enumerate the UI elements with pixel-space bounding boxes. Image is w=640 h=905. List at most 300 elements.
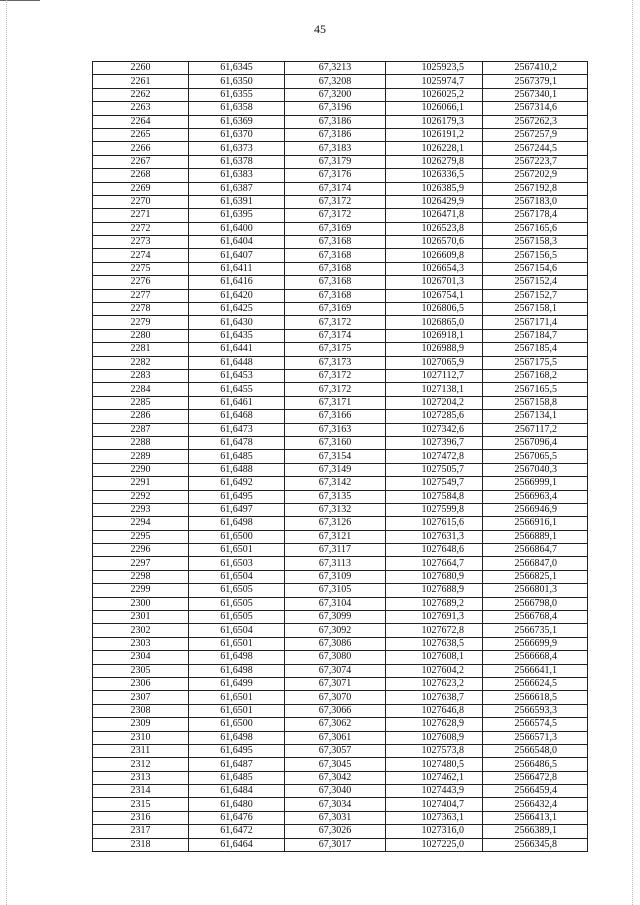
table-row <box>93 785 588 798</box>
latitude-cell: 61,6404 <box>189 236 285 249</box>
table-row <box>93 423 588 436</box>
point-number-cell: 2271 <box>93 209 189 222</box>
longitude-cell: 67,3074 <box>285 664 386 677</box>
longitude-cell: 67,3042 <box>285 771 386 784</box>
point-number-cell: 2270 <box>93 195 189 208</box>
longitude-cell: 67,3149 <box>285 463 386 476</box>
point-number-cell: 2301 <box>93 611 189 624</box>
y-coordinate-cell: 2566847,0 <box>483 557 588 570</box>
x-coordinate-cell: 1027225,0 <box>386 838 483 851</box>
table-row <box>93 664 588 677</box>
x-coordinate-cell: 1027691,3 <box>386 611 483 624</box>
table-row <box>93 651 588 664</box>
longitude-cell: 67,3166 <box>285 410 386 423</box>
y-coordinate-cell: 2566571,3 <box>483 731 588 744</box>
table-row <box>93 436 588 449</box>
table-row <box>93 450 588 463</box>
longitude-cell: 67,3208 <box>285 75 386 88</box>
x-coordinate-cell: 1026385,9 <box>386 182 483 195</box>
longitude-cell: 67,3179 <box>285 155 386 168</box>
latitude-cell: 61,6411 <box>189 262 285 275</box>
y-coordinate-cell: 2567096,4 <box>483 436 588 449</box>
longitude-cell: 67,3172 <box>285 195 386 208</box>
y-coordinate-cell: 2567152,4 <box>483 276 588 289</box>
y-coordinate-cell: 2567154,6 <box>483 262 588 275</box>
y-coordinate-cell: 2567156,5 <box>483 249 588 262</box>
table-row <box>93 544 588 557</box>
x-coordinate-cell: 1027664,7 <box>386 557 483 570</box>
longitude-cell: 67,3121 <box>285 530 386 543</box>
table-row <box>93 718 588 731</box>
latitude-cell: 61,6480 <box>189 798 285 811</box>
longitude-cell: 67,3196 <box>285 102 386 115</box>
y-coordinate-cell: 2566825,1 <box>483 570 588 583</box>
point-number-cell: 2279 <box>93 316 189 329</box>
point-number-cell: 2317 <box>93 825 189 838</box>
latitude-cell: 61,6495 <box>189 490 285 503</box>
table-row <box>93 557 588 570</box>
longitude-cell: 67,3135 <box>285 490 386 503</box>
x-coordinate-cell: 1027472,8 <box>386 450 483 463</box>
y-coordinate-cell: 2567183,0 <box>483 195 588 208</box>
latitude-cell: 61,6420 <box>189 289 285 302</box>
x-coordinate-cell: 1027608,9 <box>386 731 483 744</box>
latitude-cell: 61,6464 <box>189 838 285 851</box>
latitude-cell: 61,6425 <box>189 303 285 316</box>
longitude-cell: 67,3168 <box>285 276 386 289</box>
x-coordinate-cell: 1026429,9 <box>386 195 483 208</box>
longitude-cell: 67,3026 <box>285 825 386 838</box>
x-coordinate-cell: 1027584,8 <box>386 490 483 503</box>
longitude-cell: 67,3186 <box>285 128 386 141</box>
latitude-cell: 61,6501 <box>189 704 285 717</box>
table-row <box>93 128 588 141</box>
table-row <box>93 677 588 690</box>
longitude-cell: 67,3040 <box>285 785 386 798</box>
latitude-cell: 61,6416 <box>189 276 285 289</box>
longitude-cell: 67,3168 <box>285 262 386 275</box>
x-coordinate-cell: 1026754,1 <box>386 289 483 302</box>
x-coordinate-cell: 1027688,9 <box>386 584 483 597</box>
latitude-cell: 61,6498 <box>189 517 285 530</box>
latitude-cell: 61,6501 <box>189 544 285 557</box>
table-row <box>93 758 588 771</box>
x-coordinate-cell: 1027404,7 <box>386 798 483 811</box>
point-number-cell: 2284 <box>93 383 189 396</box>
x-coordinate-cell: 1027604,2 <box>386 664 483 677</box>
latitude-cell: 61,6485 <box>189 450 285 463</box>
point-number-cell: 2264 <box>93 115 189 128</box>
x-coordinate-cell: 1027631,3 <box>386 530 483 543</box>
longitude-cell: 67,3175 <box>285 343 386 356</box>
point-number-cell: 2274 <box>93 249 189 262</box>
coordinates-table <box>92 61 588 852</box>
latitude-cell: 61,6391 <box>189 195 285 208</box>
x-coordinate-cell: 1027628,9 <box>386 718 483 731</box>
latitude-cell: 61,6504 <box>189 624 285 637</box>
point-number-cell: 2302 <box>93 624 189 637</box>
latitude-cell: 61,6441 <box>189 343 285 356</box>
latitude-cell: 61,6355 <box>189 88 285 101</box>
point-number-cell: 2285 <box>93 396 189 409</box>
y-coordinate-cell: 2566618,5 <box>483 691 588 704</box>
point-number-cell: 2263 <box>93 102 189 115</box>
y-coordinate-cell: 2567165,6 <box>483 222 588 235</box>
longitude-cell: 67,3086 <box>285 637 386 650</box>
x-coordinate-cell: 1027285,6 <box>386 410 483 423</box>
y-coordinate-cell: 2567244,5 <box>483 142 588 155</box>
point-number-cell: 2281 <box>93 343 189 356</box>
y-coordinate-cell: 2567262,3 <box>483 115 588 128</box>
x-coordinate-cell: 1027608,1 <box>386 651 483 664</box>
point-number-cell: 2310 <box>93 731 189 744</box>
latitude-cell: 61,6501 <box>189 691 285 704</box>
x-coordinate-cell: 1026609,8 <box>386 249 483 262</box>
y-coordinate-cell: 2567158,8 <box>483 396 588 409</box>
longitude-cell: 67,3186 <box>285 115 386 128</box>
y-coordinate-cell: 2566574,5 <box>483 718 588 731</box>
point-number-cell: 2275 <box>93 262 189 275</box>
longitude-cell: 67,3126 <box>285 517 386 530</box>
point-number-cell: 2282 <box>93 356 189 369</box>
scan-margin-line-right <box>632 0 634 905</box>
y-coordinate-cell: 2567134,1 <box>483 410 588 423</box>
longitude-cell: 67,3213 <box>285 62 386 75</box>
longitude-cell: 67,3172 <box>285 316 386 329</box>
latitude-cell: 61,6345 <box>189 62 285 75</box>
latitude-cell: 61,6387 <box>189 182 285 195</box>
table-row <box>93 731 588 744</box>
point-number-cell: 2315 <box>93 798 189 811</box>
longitude-cell: 67,3080 <box>285 651 386 664</box>
point-number-cell: 2269 <box>93 182 189 195</box>
x-coordinate-cell: 1027648,6 <box>386 544 483 557</box>
longitude-cell: 67,3169 <box>285 303 386 316</box>
scan-margin-line-left <box>6 0 8 905</box>
x-coordinate-cell: 1027623,2 <box>386 677 483 690</box>
latitude-cell: 61,6430 <box>189 316 285 329</box>
x-coordinate-cell: 1026701,3 <box>386 276 483 289</box>
point-number-cell: 2309 <box>93 718 189 731</box>
point-number-cell: 2286 <box>93 410 189 423</box>
x-coordinate-cell: 1027599,8 <box>386 503 483 516</box>
latitude-cell: 61,6383 <box>189 169 285 182</box>
point-number-cell: 2298 <box>93 570 189 583</box>
longitude-cell: 67,3071 <box>285 677 386 690</box>
table-row <box>93 530 588 543</box>
coordinates-table-body <box>93 62 588 852</box>
table-row <box>93 744 588 757</box>
point-number-cell: 2316 <box>93 811 189 824</box>
point-number-cell: 2277 <box>93 289 189 302</box>
x-coordinate-cell: 1026988,9 <box>386 343 483 356</box>
point-number-cell: 2303 <box>93 637 189 650</box>
x-coordinate-cell: 1026570,6 <box>386 236 483 249</box>
point-number-cell: 2268 <box>93 169 189 182</box>
point-number-cell: 2266 <box>93 142 189 155</box>
x-coordinate-cell: 1027638,7 <box>386 691 483 704</box>
latitude-cell: 61,6468 <box>189 410 285 423</box>
table-row <box>93 611 588 624</box>
x-coordinate-cell: 1026191,2 <box>386 128 483 141</box>
y-coordinate-cell: 2566699,9 <box>483 637 588 650</box>
y-coordinate-cell: 2566889,1 <box>483 530 588 543</box>
longitude-cell: 67,3176 <box>285 169 386 182</box>
latitude-cell: 61,6369 <box>189 115 285 128</box>
point-number-cell: 2295 <box>93 530 189 543</box>
table-row <box>93 88 588 101</box>
point-number-cell: 2276 <box>93 276 189 289</box>
table-row <box>93 289 588 302</box>
point-number-cell: 2273 <box>93 236 189 249</box>
table-row <box>93 182 588 195</box>
y-coordinate-cell: 2566548,0 <box>483 744 588 757</box>
x-coordinate-cell: 1027680,9 <box>386 570 483 583</box>
table-row <box>93 463 588 476</box>
y-coordinate-cell: 2567314,6 <box>483 102 588 115</box>
y-coordinate-cell: 2566946,9 <box>483 503 588 516</box>
point-number-cell: 2294 <box>93 517 189 530</box>
table-row <box>93 517 588 530</box>
y-coordinate-cell: 2566768,4 <box>483 611 588 624</box>
y-coordinate-cell: 2567379,1 <box>483 75 588 88</box>
x-coordinate-cell: 1026654,3 <box>386 262 483 275</box>
point-number-cell: 2297 <box>93 557 189 570</box>
table-row <box>93 570 588 583</box>
latitude-cell: 61,6488 <box>189 463 285 476</box>
longitude-cell: 67,3105 <box>285 584 386 597</box>
longitude-cell: 67,3061 <box>285 731 386 744</box>
y-coordinate-cell: 2566641,1 <box>483 664 588 677</box>
point-number-cell: 2312 <box>93 758 189 771</box>
table-row <box>93 704 588 717</box>
table-row <box>93 102 588 115</box>
y-coordinate-cell: 2566624,5 <box>483 677 588 690</box>
latitude-cell: 61,6499 <box>189 677 285 690</box>
longitude-cell: 67,3154 <box>285 450 386 463</box>
table-row <box>93 477 588 490</box>
table-row <box>93 597 588 610</box>
longitude-cell: 67,3113 <box>285 557 386 570</box>
x-coordinate-cell: 1027549,7 <box>386 477 483 490</box>
table-row <box>93 798 588 811</box>
x-coordinate-cell: 1027342,6 <box>386 423 483 436</box>
x-coordinate-cell: 1027443,9 <box>386 785 483 798</box>
point-number-cell: 2307 <box>93 691 189 704</box>
x-coordinate-cell: 1027363,1 <box>386 811 483 824</box>
x-coordinate-cell: 1027615,6 <box>386 517 483 530</box>
y-coordinate-cell: 2566735,1 <box>483 624 588 637</box>
longitude-cell: 67,3066 <box>285 704 386 717</box>
y-coordinate-cell: 2566963,4 <box>483 490 588 503</box>
table-row <box>93 236 588 249</box>
longitude-cell: 67,3062 <box>285 718 386 731</box>
x-coordinate-cell: 1026865,0 <box>386 316 483 329</box>
x-coordinate-cell: 1027462,1 <box>386 771 483 784</box>
latitude-cell: 61,6476 <box>189 811 285 824</box>
y-coordinate-cell: 2566486,5 <box>483 758 588 771</box>
point-number-cell: 2314 <box>93 785 189 798</box>
longitude-cell: 67,3169 <box>285 222 386 235</box>
longitude-cell: 67,3174 <box>285 329 386 342</box>
longitude-cell: 67,3172 <box>285 209 386 222</box>
point-number-cell: 2278 <box>93 303 189 316</box>
longitude-cell: 67,3017 <box>285 838 386 851</box>
y-coordinate-cell: 2567168,2 <box>483 369 588 382</box>
table-row <box>93 490 588 503</box>
point-number-cell: 2311 <box>93 744 189 757</box>
x-coordinate-cell: 1027065,9 <box>386 356 483 369</box>
table-row <box>93 222 588 235</box>
latitude-cell: 61,6350 <box>189 75 285 88</box>
table-row <box>93 195 588 208</box>
table-row <box>93 811 588 824</box>
table-row <box>93 410 588 423</box>
y-coordinate-cell: 2567152,7 <box>483 289 588 302</box>
latitude-cell: 61,6370 <box>189 128 285 141</box>
table-row <box>93 369 588 382</box>
point-number-cell: 2308 <box>93 704 189 717</box>
y-coordinate-cell: 2567202,9 <box>483 169 588 182</box>
table-row <box>93 584 588 597</box>
table-row <box>93 825 588 838</box>
x-coordinate-cell: 1026066,1 <box>386 102 483 115</box>
longitude-cell: 67,3109 <box>285 570 386 583</box>
longitude-cell: 67,3163 <box>285 423 386 436</box>
table-row <box>93 624 588 637</box>
latitude-cell: 61,6373 <box>189 142 285 155</box>
longitude-cell: 67,3174 <box>285 182 386 195</box>
table-row <box>93 356 588 369</box>
latitude-cell: 61,6448 <box>189 356 285 369</box>
point-number-cell: 2260 <box>93 62 189 75</box>
y-coordinate-cell: 2566999,1 <box>483 477 588 490</box>
point-number-cell: 2293 <box>93 503 189 516</box>
point-number-cell: 2288 <box>93 436 189 449</box>
latitude-cell: 61,6395 <box>189 209 285 222</box>
table-row <box>93 115 588 128</box>
x-coordinate-cell: 1027646,8 <box>386 704 483 717</box>
x-coordinate-cell: 1027204,2 <box>386 396 483 409</box>
latitude-cell: 61,6485 <box>189 771 285 784</box>
point-number-cell: 2292 <box>93 490 189 503</box>
latitude-cell: 61,6498 <box>189 731 285 744</box>
longitude-cell: 67,3171 <box>285 396 386 409</box>
x-coordinate-cell: 1027112,7 <box>386 369 483 382</box>
latitude-cell: 61,6378 <box>189 155 285 168</box>
x-coordinate-cell: 1027138,1 <box>386 383 483 396</box>
y-coordinate-cell: 2567065,5 <box>483 450 588 463</box>
point-number-cell: 2291 <box>93 477 189 490</box>
point-number-cell: 2265 <box>93 128 189 141</box>
latitude-cell: 61,6407 <box>189 249 285 262</box>
point-number-cell: 2262 <box>93 88 189 101</box>
x-coordinate-cell: 1027689,2 <box>386 597 483 610</box>
y-coordinate-cell: 2567410,2 <box>483 62 588 75</box>
point-number-cell: 2280 <box>93 329 189 342</box>
point-number-cell: 2283 <box>93 369 189 382</box>
longitude-cell: 67,3142 <box>285 477 386 490</box>
longitude-cell: 67,3034 <box>285 798 386 811</box>
table-row <box>93 209 588 222</box>
y-coordinate-cell: 2567340,1 <box>483 88 588 101</box>
table-row <box>93 142 588 155</box>
latitude-cell: 61,6504 <box>189 570 285 583</box>
latitude-cell: 61,6505 <box>189 611 285 624</box>
y-coordinate-cell: 2566668,4 <box>483 651 588 664</box>
x-coordinate-cell: 1026471,8 <box>386 209 483 222</box>
y-coordinate-cell: 2567171,4 <box>483 316 588 329</box>
latitude-cell: 61,6400 <box>189 222 285 235</box>
x-coordinate-cell: 1026228,1 <box>386 142 483 155</box>
x-coordinate-cell: 1025974,7 <box>386 75 483 88</box>
y-coordinate-cell: 2566472,8 <box>483 771 588 784</box>
x-coordinate-cell: 1026336,5 <box>386 169 483 182</box>
point-number-cell: 2267 <box>93 155 189 168</box>
table-row <box>93 503 588 516</box>
table-row <box>93 329 588 342</box>
table-row <box>93 771 588 784</box>
longitude-cell: 67,3057 <box>285 744 386 757</box>
x-coordinate-cell: 1026025,2 <box>386 88 483 101</box>
y-coordinate-cell: 2566916,1 <box>483 517 588 530</box>
y-coordinate-cell: 2566798,0 <box>483 597 588 610</box>
point-number-cell: 2272 <box>93 222 189 235</box>
longitude-cell: 67,3092 <box>285 624 386 637</box>
y-coordinate-cell: 2566459,4 <box>483 785 588 798</box>
latitude-cell: 61,6498 <box>189 664 285 677</box>
latitude-cell: 61,6472 <box>189 825 285 838</box>
latitude-cell: 61,6492 <box>189 477 285 490</box>
table-row <box>93 343 588 356</box>
point-number-cell: 2287 <box>93 423 189 436</box>
y-coordinate-cell: 2567185,4 <box>483 343 588 356</box>
table-row <box>93 316 588 329</box>
table-row <box>93 169 588 182</box>
latitude-cell: 61,6503 <box>189 557 285 570</box>
longitude-cell: 67,3160 <box>285 436 386 449</box>
point-number-cell: 2290 <box>93 463 189 476</box>
y-coordinate-cell: 2567117,2 <box>483 423 588 436</box>
latitude-cell: 61,6498 <box>189 651 285 664</box>
x-coordinate-cell: 1027573,8 <box>386 744 483 757</box>
longitude-cell: 67,3104 <box>285 597 386 610</box>
longitude-cell: 67,3183 <box>285 142 386 155</box>
latitude-cell: 61,6455 <box>189 383 285 396</box>
latitude-cell: 61,6505 <box>189 584 285 597</box>
page-number: 45 <box>314 22 326 36</box>
longitude-cell: 67,3117 <box>285 544 386 557</box>
point-number-cell: 2261 <box>93 75 189 88</box>
latitude-cell: 61,6497 <box>189 503 285 516</box>
longitude-cell: 67,3168 <box>285 236 386 249</box>
y-coordinate-cell: 2567165,5 <box>483 383 588 396</box>
table-row <box>93 262 588 275</box>
table-row <box>93 303 588 316</box>
y-coordinate-cell: 2567178,4 <box>483 209 588 222</box>
table-row <box>93 396 588 409</box>
table-row <box>93 838 588 851</box>
point-number-cell: 2299 <box>93 584 189 597</box>
table-row <box>93 75 588 88</box>
x-coordinate-cell: 1027638,5 <box>386 637 483 650</box>
y-coordinate-cell: 2566801,3 <box>483 584 588 597</box>
y-coordinate-cell: 2566593,3 <box>483 704 588 717</box>
longitude-cell: 67,3045 <box>285 758 386 771</box>
x-coordinate-cell: 1025923,5 <box>386 62 483 75</box>
latitude-cell: 61,6435 <box>189 329 285 342</box>
y-coordinate-cell: 2566864,7 <box>483 544 588 557</box>
